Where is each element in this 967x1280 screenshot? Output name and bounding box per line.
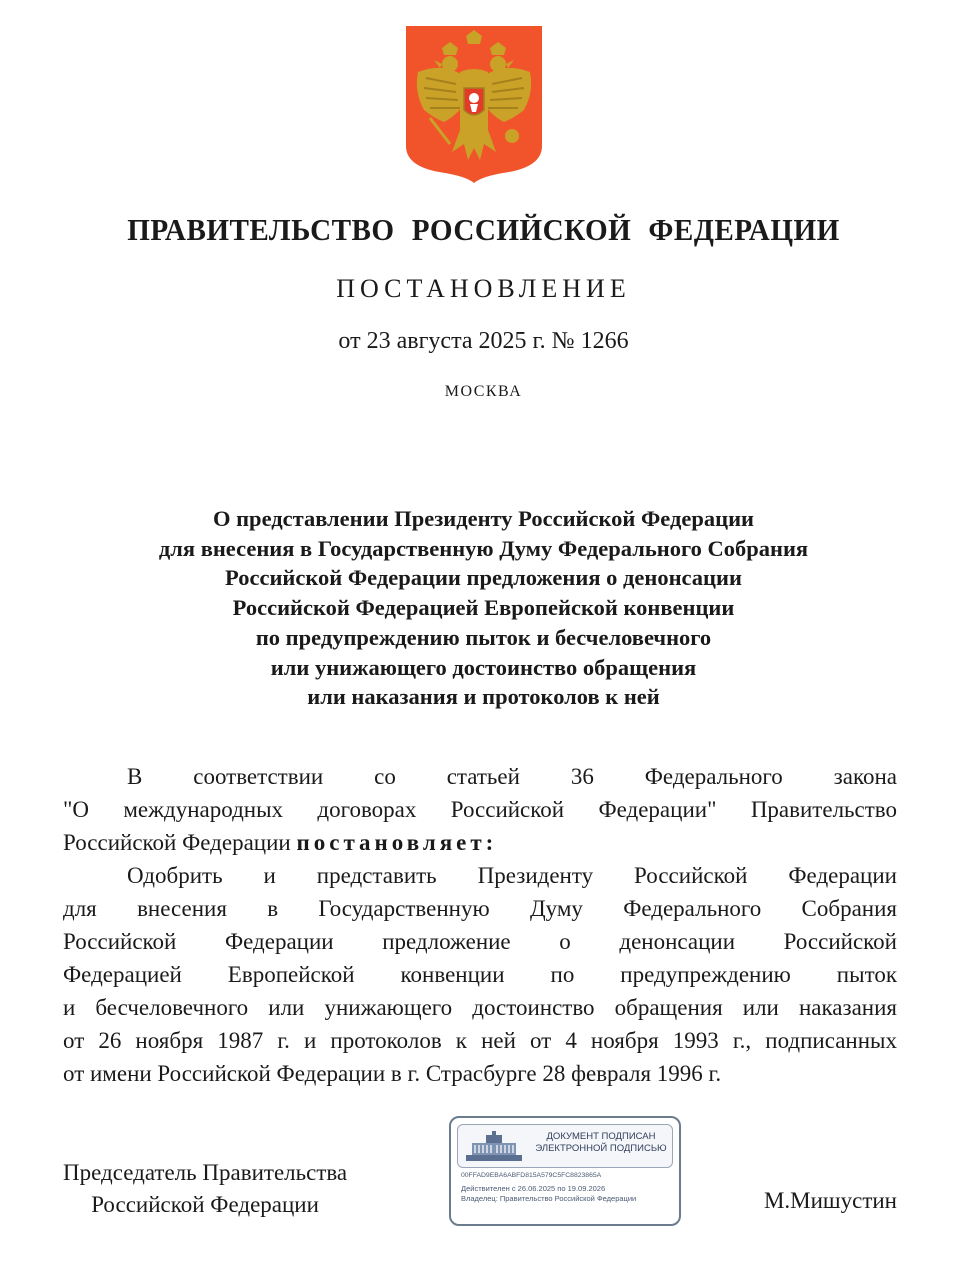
stamp-title-line: ДОКУМЕНТ ПОДПИСАН	[546, 1131, 656, 1142]
subject-line: или унижающего достоинство обращения	[270, 654, 697, 680]
coat-of-arms-emblem	[404, 26, 544, 183]
subject-line: Российской Федерации предложения о денонсации	[225, 565, 742, 591]
government-building-icon	[466, 1131, 522, 1161]
document-body	[63, 760, 897, 1090]
double-headed-eagle-icon	[404, 26, 544, 183]
paragraph-decision	[63, 859, 897, 1090]
validity-period: Действителен с 26.06.2025 по 19.09.2026	[461, 1184, 606, 1193]
document-date: 23 августа 2025 г.	[366, 328, 546, 354]
certificate-number: 00FFAD9EBA6ABFD815A579C5FC8823865A	[461, 1172, 602, 1179]
document-date-number	[0, 328, 967, 355]
body-line	[63, 826, 897, 859]
body-line: от имени Российской Федерации в г. Страсбурге 28 февраля 1996 г.	[63, 1061, 722, 1086]
body-line: и бесчеловечного или унижающего достоинство обращения или наказания	[63, 995, 897, 1020]
electronic-signature-stamp	[449, 1116, 681, 1226]
signatory-position	[63, 1157, 347, 1221]
body-line: В соответствии со статьей 36 Федерального закона	[127, 764, 897, 789]
subject-line: или наказания и протоколов к ней	[307, 684, 660, 710]
subject-line: по предупреждению пыток и бесчеловечного	[255, 624, 712, 650]
signatory-position-line: Председатель Правительства	[63, 1160, 348, 1185]
body-line: Одобрить и представить Президенту Российской Федерации	[127, 863, 897, 888]
body-line: Российской Федерации предложение о денонсации Российской	[63, 929, 897, 954]
body-line: Федерацией Европейской конвенции по предупреждению пыток	[63, 962, 897, 987]
subject-line: О представлении Президенту Российской Федерации	[212, 506, 755, 531]
body-text-fragment: Российской Федерации	[63, 830, 291, 855]
signatory-name: М.Мишустин	[763, 1188, 897, 1213]
number-sign: №	[551, 328, 575, 354]
stamp-header	[457, 1124, 673, 1168]
date-prefix: от	[338, 328, 361, 354]
stamp-title	[534, 1131, 668, 1155]
body-line: "О международных договорах Российской Федерации" Правительство	[63, 797, 897, 822]
certificate-owner: Владелец: Правительство Российской Федерации	[461, 1194, 637, 1203]
subject-line: для внесения в Государственную Думу Федерального Собрания	[158, 535, 809, 561]
paragraph-preamble	[63, 760, 897, 859]
document-number: 1266	[580, 328, 629, 354]
signatory-position-line: Российской Федерации	[91, 1192, 319, 1217]
subject-line: Российской Федерацией Европейской конвенции	[232, 595, 735, 621]
city: МОСКВА	[444, 383, 523, 400]
decree-keyword: постановляет:	[296, 830, 498, 855]
government-title: ПРАВИТЕЛЬСТВО РОССИЙСКОЙ ФЕДЕРАЦИИ	[127, 212, 840, 247]
document-subject	[60, 504, 907, 712]
document-type: ПОСТАНОВЛЕНИЕ	[336, 274, 631, 303]
body-line: от 26 ноября 1987 г. и протоколов к ней от 4 ноября 1993 г., подписанных	[63, 1028, 897, 1053]
stamp-title-line: ЭЛЕКТРОННОЙ ПОДПИСЬЮ	[535, 1143, 667, 1154]
stamp-details	[461, 1184, 636, 1204]
body-line: для внесения в Государственную Думу Федерального Собрания	[63, 896, 897, 921]
